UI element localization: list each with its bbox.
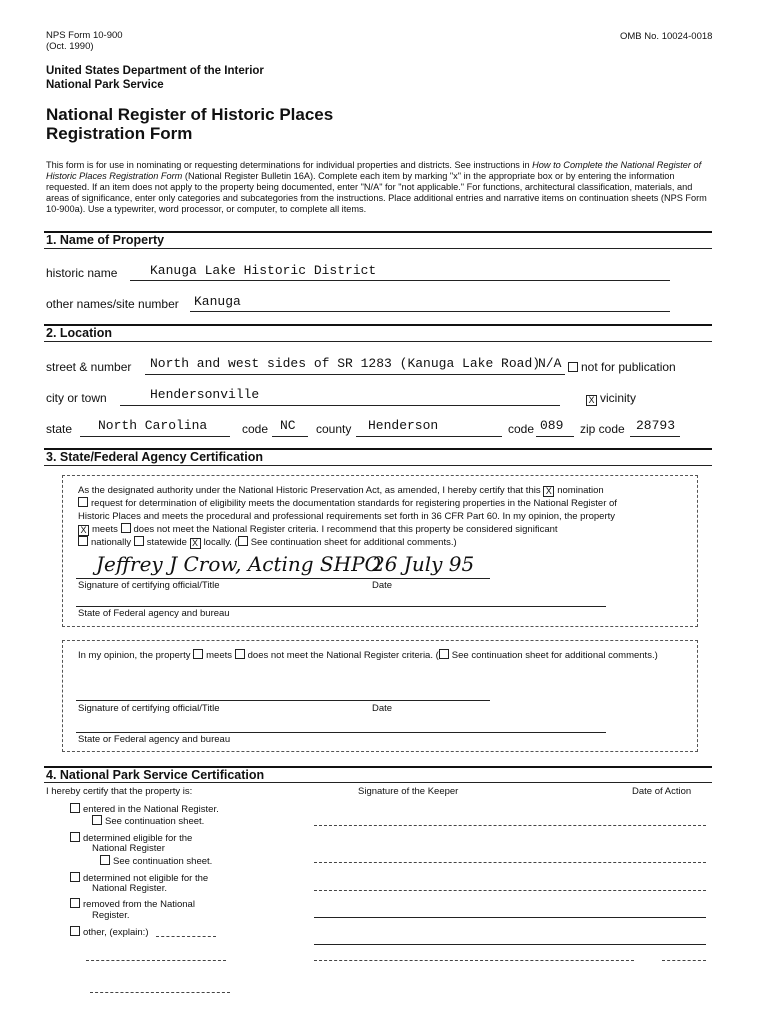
entered-option[interactable]: entered in the National Register. xyxy=(70,803,219,815)
zip-label: zip code xyxy=(580,422,625,436)
service-name: National Park Service xyxy=(46,79,164,91)
section-2-title: 2. Location xyxy=(46,326,112,340)
state-code-value[interactable]: NC xyxy=(280,418,296,433)
nps-intro: I hereby certify that the property is: xyxy=(46,786,193,797)
agency-label-2: State or Federal agency and bureau xyxy=(78,734,231,745)
form-number: NPS Form 10-900 xyxy=(46,30,123,41)
state-certification-text: As the designated authority under the National Historic Preservation Act, as amended, I hereby certify that this X nomination request for determination of eligibility meets the documentation standards for registering properties in the National Register of Historic Places and meets the procedural and professional requirements set forth in 36 CFR Part 60. In my opinion, the property X meets does not meet the National Register criteria. I recommend that this property be considered significant nationally statewide X locally. ( See continuation sheet for additional comments.) xyxy=(78,485,617,548)
zip-value[interactable]: 28793 xyxy=(636,418,676,433)
vicinity-checkbox[interactable]: X vicinity xyxy=(586,391,636,406)
nationally-checkbox[interactable] xyxy=(78,536,88,546)
street-value[interactable]: North and west sides of SR 1283 (Kanuga Lake Road) xyxy=(150,356,541,371)
historic-name-label: historic name xyxy=(46,266,118,280)
form-subtitle: Registration Form xyxy=(46,124,193,143)
signature-label: Signature of certifying official/Title xyxy=(78,580,220,591)
locally-checkbox[interactable]: X xyxy=(190,538,201,549)
statewide-checkbox[interactable] xyxy=(134,536,144,546)
county-code-label: code xyxy=(508,422,535,436)
keeper-label: Signature of the Keeper xyxy=(358,786,459,797)
eligible-option[interactable]: determined eligible for the xyxy=(70,832,192,844)
request-checkbox[interactable] xyxy=(78,497,88,507)
form-title: National Register of Historic Places xyxy=(46,105,334,124)
not-eligible-option[interactable]: determined not eligible for the xyxy=(70,872,208,884)
state-label: state xyxy=(46,422,73,436)
certifying-signature: Jeffrey J Crow, Acting SHPO xyxy=(96,552,381,576)
nomination-checkbox[interactable]: X xyxy=(543,486,554,497)
date-of-action-label: Date of Action xyxy=(632,786,692,797)
not-eligible-line2: National Register. xyxy=(92,883,167,894)
date-label: Date xyxy=(372,580,393,591)
eligible-continuation[interactable]: See continuation sheet. xyxy=(100,855,212,867)
state-value[interactable]: North Carolina xyxy=(98,418,208,433)
opinion-meets-checkbox[interactable] xyxy=(193,649,203,659)
city-label: city or town xyxy=(46,391,107,405)
omb-number: OMB No. 10024-0018 xyxy=(620,31,713,42)
date-label-2: Date xyxy=(372,703,393,714)
opinion-continuation-checkbox[interactable] xyxy=(439,649,449,659)
does-not-meet-checkbox[interactable] xyxy=(121,523,131,533)
section-3-title: 3. State/Federal Agency Certification xyxy=(46,450,263,464)
not-for-publication[interactable]: not for publication xyxy=(568,360,676,374)
entered-continuation[interactable]: See continuation sheet. xyxy=(92,815,204,827)
county-label: county xyxy=(316,422,352,436)
removed-option[interactable]: removed from the National xyxy=(70,898,195,910)
street-label: street & number xyxy=(46,360,132,374)
other-names-label: other names/site number xyxy=(46,297,179,311)
street-na: N/A xyxy=(538,356,562,371)
opinion-does-not-meet-checkbox[interactable] xyxy=(235,649,245,659)
county-value[interactable]: Henderson xyxy=(368,418,439,433)
opinion-text: In my opinion, the property meets does not meet the National Register criteria. ( See continuation sheet for additional comments.) xyxy=(78,650,658,661)
county-code-value[interactable]: 089 xyxy=(540,418,564,433)
section-1-title: 1. Name of Property xyxy=(46,233,165,247)
agency-label: State of Federal agency and bureau xyxy=(78,608,230,619)
state-code-label: code xyxy=(242,422,269,436)
meets-checkbox[interactable]: X xyxy=(78,525,89,536)
instructions: This form is for use in nominating or requesting determinations for individual properties and districts. See instructions in How to Complete the National Register of Historic Places Registration Form (National Register Bulletin 16A). Complete each item by marking "x" in the appropriate box or by entering the information requested. If an item does not apply to the property being documented, enter "N/A" for "not applicable." For functions, architectural classification, materials, and areas of significance, enter only categories and subcategories from the instructions. Place additional entries and narrative items on continuation sheets (NPS Form 10-900a). Use a typewriter, word processor, or computer, to complete all items. xyxy=(46,160,707,214)
department-name: United States Department of the Interior xyxy=(46,65,264,77)
city-value[interactable]: Hendersonville xyxy=(150,387,260,402)
other-names-value[interactable]: Kanuga xyxy=(194,294,241,309)
removed-line2: Register. xyxy=(92,910,130,921)
other-option[interactable]: other, (explain:) xyxy=(70,926,148,938)
form-date: (Oct. 1990) xyxy=(46,41,94,52)
historic-name-value[interactable]: Kanuga Lake Historic District xyxy=(150,263,377,278)
section-4-title: 4. National Park Service Certification xyxy=(46,768,265,782)
signature-label-2: Signature of certifying official/Title xyxy=(78,703,220,714)
eligible-option-line2: National Register xyxy=(92,843,165,854)
see-continuation-checkbox[interactable] xyxy=(238,536,248,546)
certifying-date: 26 July 95 xyxy=(372,552,475,576)
